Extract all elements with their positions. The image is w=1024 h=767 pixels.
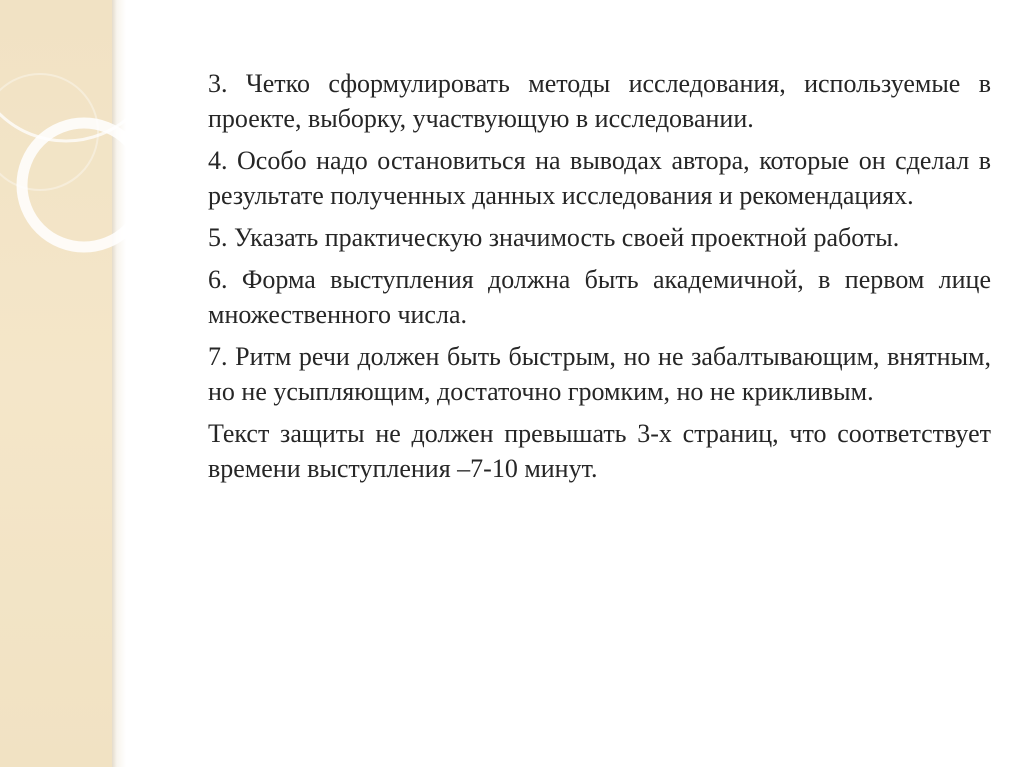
paragraph-3-research-methods: 3. Четко сформулировать методы исследования, используемые в проекте, выборку, участвующую в исследовании. (208, 69, 991, 133)
ring-lower (22, 123, 146, 247)
paragraph-5-practical-significance: 5. Указать практическую значимость своей проектной работы. (208, 223, 900, 252)
slide-body-text (208, 66, 991, 493)
paragraph-7-speech-rhythm: 7. Ритм речи должен быть быстрым, но не забалтывающим, внятным, но не усыпляющим, достаточно громким, но не крикливым. (208, 342, 991, 406)
paragraph-6-presentation-form: 6. Форма выступления должна быть академичной, в первом лице множественного числа. (208, 265, 991, 329)
paragraph-4-conclusions: 4. Особо надо остановиться на выводах автора, которые он сделал в результате полученных данных исследования и рекомендациях. (208, 146, 991, 210)
paragraph-text-length: Текст защиты не должен превышать 3-х страниц, что соответствует времени выступления –7-10 минут. (208, 419, 991, 483)
